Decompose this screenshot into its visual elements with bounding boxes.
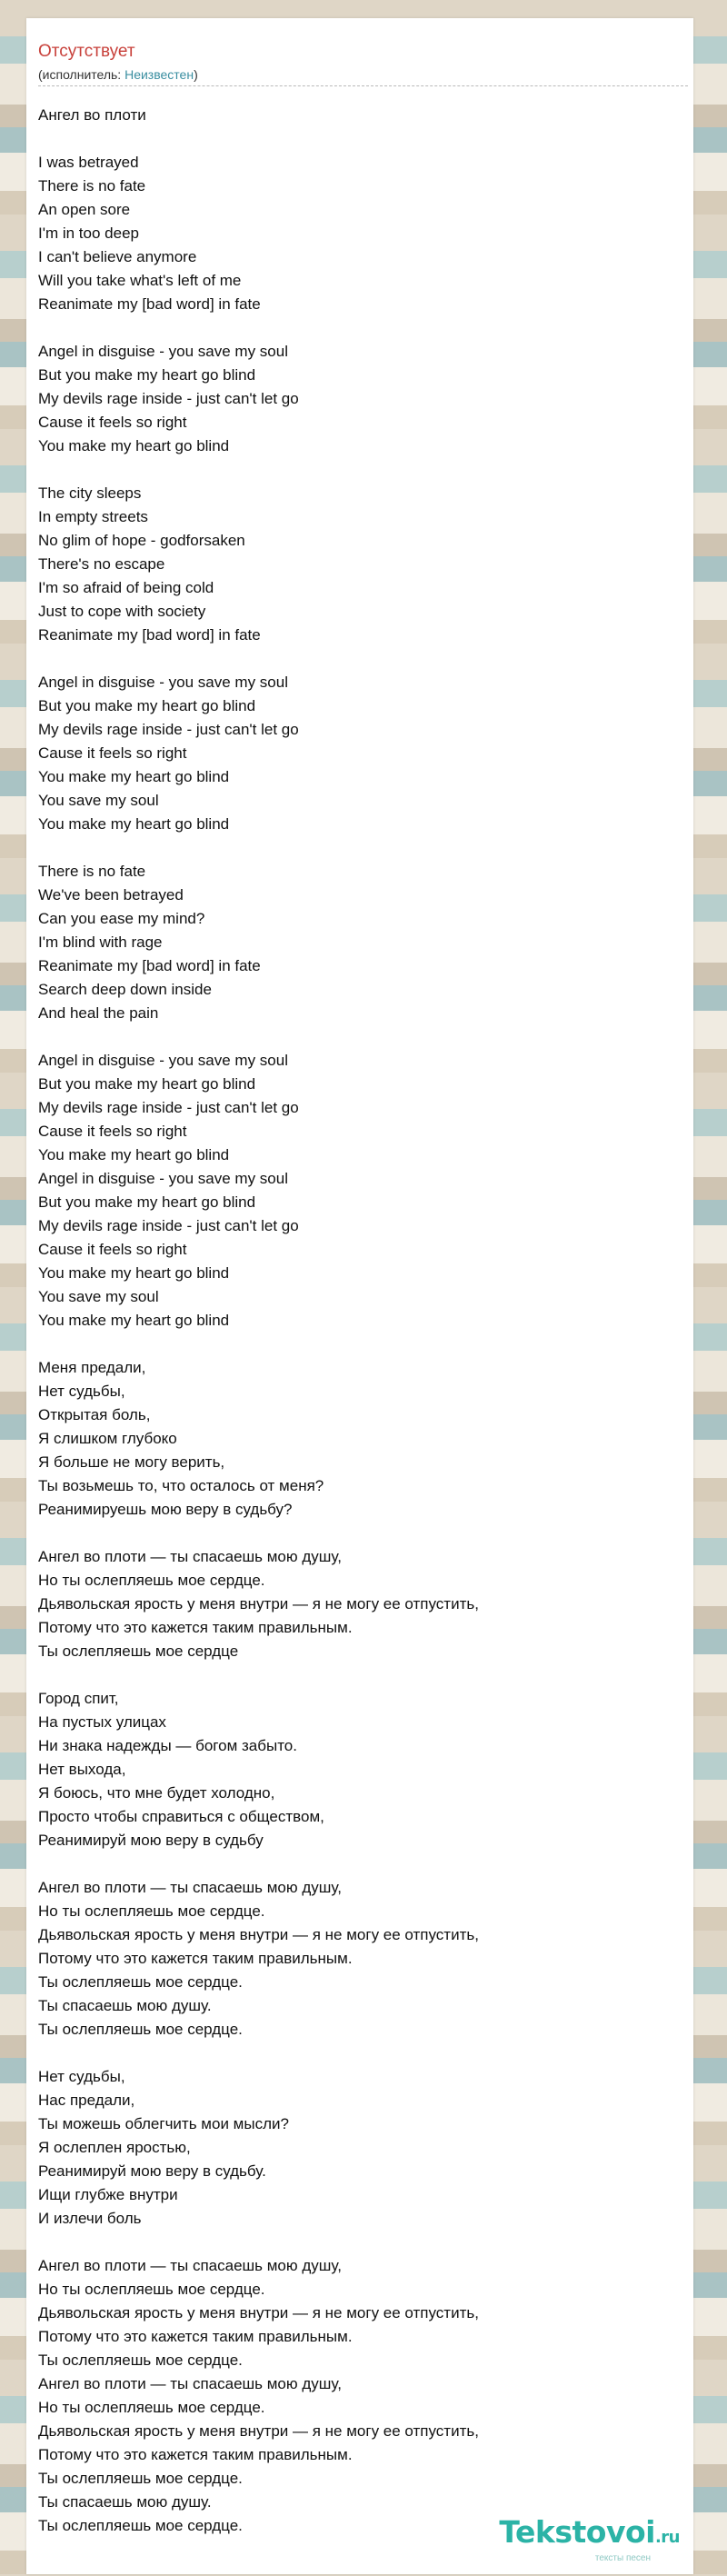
lyrics-line: There's no escape bbox=[38, 555, 165, 573]
lyrics-line: You make my heart go blind bbox=[38, 1312, 230, 1329]
lyrics-line: Ты ослепляешь мое сердце. bbox=[38, 2021, 243, 2038]
artist-prefix: (исполнитель: bbox=[38, 67, 125, 82]
lyrics-text bbox=[38, 104, 686, 2561]
lyrics-line: Дьявольская ярость у меня внутри — я не могу ее отпустить, bbox=[38, 1926, 479, 1943]
lyrics-line: My devils rage inside - just can't let go bbox=[38, 390, 299, 407]
logo-wordmark bbox=[499, 2514, 680, 2553]
lyrics-line: Ты можешь облегчить мои мысли? bbox=[38, 2115, 289, 2132]
lyrics-line: In empty streets bbox=[38, 508, 148, 525]
lyrics-line: Меня предали, bbox=[38, 1359, 146, 1376]
lyrics-line: Дьявольская ярость у меня внутри — я не могу ее отпустить, bbox=[38, 2422, 479, 2440]
lyrics-line: I'm blind with rage bbox=[38, 934, 163, 951]
lyrics-line: You save my soul bbox=[38, 792, 159, 809]
lyrics-line: You make my heart go blind bbox=[38, 815, 230, 833]
lyrics-line: But you make my heart go blind bbox=[38, 1075, 256, 1093]
lyrics-line: The city sleeps bbox=[38, 484, 142, 502]
lyrics-line: Just to cope with society bbox=[38, 603, 206, 620]
lyrics-line: Cause it feels so right bbox=[38, 1123, 187, 1140]
lyrics-line: You make my heart go blind bbox=[38, 437, 230, 454]
lyrics-line: Angel in disguise - you save my soul bbox=[38, 343, 288, 360]
artist-line bbox=[38, 66, 198, 83]
lyrics-line: Но ты ослепляешь мое сердце. bbox=[38, 2281, 265, 2298]
lyrics-line: My devils rage inside - just can't let go bbox=[38, 721, 299, 738]
lyrics-stanza bbox=[38, 2065, 686, 2231]
lyrics-line: Ангел во плоти — ты спасаешь мою душу, bbox=[38, 1879, 342, 1896]
lyrics-line: Реанимируй мою веру в судьбу. bbox=[38, 2162, 266, 2180]
artist-suffix: ) bbox=[194, 67, 198, 82]
lyrics-line: Ни знака надежды — богом забыто. bbox=[38, 1737, 297, 1754]
lyrics-line: Angel in disguise - you save my soul bbox=[38, 1170, 288, 1187]
lyrics-line: Ангел во плоти — ты спасаешь мою душу, bbox=[38, 2257, 342, 2274]
lyrics-line: But you make my heart go blind bbox=[38, 697, 256, 714]
lyrics-line: На пустых улицах bbox=[38, 1713, 166, 1731]
lyrics-line: Потому что это кажется таким правильным. bbox=[38, 1619, 353, 1636]
lyrics-line: И излечи боль bbox=[38, 2210, 142, 2227]
lyrics-line: Can you ease my mind? bbox=[38, 910, 205, 927]
lyrics-line: And heal the pain bbox=[38, 1004, 159, 1022]
lyrics-line: Ты ослепляешь мое сердце. bbox=[38, 2470, 243, 2487]
lyrics-stanza bbox=[38, 860, 686, 1025]
lyrics-line: I can't believe anymore bbox=[38, 248, 197, 265]
lyrics-stanza bbox=[38, 1687, 686, 1852]
logo-tld: .ru bbox=[654, 2528, 680, 2547]
logo-name: Tekstovoi bbox=[499, 2514, 655, 2550]
title-divider bbox=[38, 85, 688, 86]
lyrics-line: My devils rage inside - just can't let go bbox=[38, 1217, 299, 1234]
lyrics-line: Angel in disguise - you save my soul bbox=[38, 1052, 288, 1069]
lyrics-line: Cause it feels so right bbox=[38, 1241, 187, 1258]
lyrics-line: Cause it feels so right bbox=[38, 744, 187, 762]
lyrics-line: An open sore bbox=[38, 201, 131, 218]
lyrics-line: Нас предали, bbox=[38, 2092, 135, 2109]
lyrics-line: Но ты ослепляешь мое сердце. bbox=[38, 2399, 265, 2416]
lyrics-stanza bbox=[38, 1876, 686, 2042]
lyrics-line: Просто чтобы справиться с обществом, bbox=[38, 1808, 324, 1825]
lyrics-line: Нет судьбы, bbox=[38, 1383, 125, 1400]
lyrics-stanza bbox=[38, 340, 686, 458]
lyrics-line: Reanimate my [bad word] in fate bbox=[38, 295, 261, 313]
lyrics-line: But you make my heart go blind bbox=[38, 1193, 256, 1211]
lyrics-stanza bbox=[38, 151, 686, 316]
lyrics-line: Ты ослепляешь мое сердце. bbox=[38, 2517, 243, 2534]
lyrics-line: Я боюсь, что мне будет холодно, bbox=[38, 1784, 275, 1802]
artist-link[interactable]: Неизвестен bbox=[124, 67, 194, 82]
lyrics-line: I'm in too deep bbox=[38, 225, 139, 242]
lyrics-line: My devils rage inside - just can't let go bbox=[38, 1099, 299, 1116]
lyrics-line: Но ты ослепляешь мое сердце. bbox=[38, 1902, 265, 1920]
lyrics-line: You make my heart go blind bbox=[38, 1146, 230, 1163]
lyrics-line: You make my heart go blind bbox=[38, 768, 230, 785]
lyrics-stanza bbox=[38, 104, 686, 127]
lyrics-line: Search deep down inside bbox=[38, 981, 212, 998]
lyrics-line: Реанимируешь мою веру в судьбу? bbox=[38, 1501, 293, 1518]
lyrics-line: You save my soul bbox=[38, 1288, 159, 1305]
lyrics-line: Ангел во плоти — ты спасаешь мою душу, bbox=[38, 1548, 342, 1565]
lyrics-line: Ты ослепляешь мое сердце. bbox=[38, 2351, 243, 2369]
lyrics-line: Ищи глубже внутри bbox=[38, 2186, 178, 2203]
lyrics-stanza bbox=[38, 482, 686, 647]
lyrics-line: Дьявольская ярость у меня внутри — я не могу ее отпустить, bbox=[38, 2304, 479, 2321]
lyrics-line: Дьявольская ярость у меня внутри — я не могу ее отпустить, bbox=[38, 1595, 479, 1612]
lyrics-line: There is no fate bbox=[38, 177, 146, 195]
lyrics-line: Ты спасаешь мою душу. bbox=[38, 1997, 212, 2014]
lyrics-stanza bbox=[38, 671, 686, 836]
lyrics-stanza bbox=[38, 1545, 686, 1663]
lyrics-line: Ангел во плоти bbox=[38, 106, 146, 124]
lyrics-line: Ангел во плоти — ты спасаешь мою душу, bbox=[38, 2375, 342, 2392]
lyrics-line: Открытая боль, bbox=[38, 1406, 151, 1423]
lyrics-line: Я слишком глубоко bbox=[38, 1430, 177, 1447]
lyrics-line: Но ты ослепляешь мое сердце. bbox=[38, 1572, 265, 1589]
lyrics-line: Я больше не могу верить, bbox=[38, 1453, 225, 1471]
lyrics-line: You make my heart go blind bbox=[38, 1264, 230, 1282]
lyrics-card bbox=[26, 18, 693, 2574]
lyrics-line: Cause it feels so right bbox=[38, 414, 187, 431]
lyrics-line: Reanimate my [bad word] in fate bbox=[38, 626, 261, 644]
lyrics-stanza bbox=[38, 1049, 686, 1333]
lyrics-stanza bbox=[38, 1356, 686, 1522]
lyrics-line: Ты ослепляешь мое сердце. bbox=[38, 1973, 243, 1991]
lyrics-line: Нет судьбы, bbox=[38, 2068, 125, 2085]
lyrics-line: Потому что это кажется таким правильным. bbox=[38, 2446, 353, 2463]
lyrics-line: Я ослеплен яростью, bbox=[38, 2139, 191, 2156]
lyrics-line: Reanimate my [bad word] in fate bbox=[38, 957, 261, 974]
lyrics-line: Ты спасаешь мою душу. bbox=[38, 2493, 212, 2511]
lyrics-line: Will you take what's left of me bbox=[38, 272, 242, 289]
lyrics-line: No glim of hope - godforsaken bbox=[38, 532, 245, 549]
lyrics-line: I'm so afraid of being cold bbox=[38, 579, 214, 596]
lyrics-line: Реанимируй мою веру в судьбу bbox=[38, 1832, 264, 1849]
lyrics-line: Потому что это кажется таким правильным. bbox=[38, 2328, 353, 2345]
song-title: Отсутствует bbox=[38, 42, 135, 61]
site-logo[interactable] bbox=[499, 2514, 680, 2563]
lyrics-line: Ты возьмешь то, что осталось от меня? bbox=[38, 1477, 324, 1494]
lyrics-line: Angel in disguise - you save my soul bbox=[38, 674, 288, 691]
logo-tagline: тексты песен bbox=[594, 2553, 651, 2563]
lyrics-line: I was betrayed bbox=[38, 154, 139, 171]
lyrics-line: But you make my heart go blind bbox=[38, 366, 256, 384]
lyrics-line: Нет выхода, bbox=[38, 1761, 126, 1778]
lyrics-line: We've been betrayed bbox=[38, 886, 184, 904]
lyrics-line: There is no fate bbox=[38, 863, 146, 880]
lyrics-line: Потому что это кажется таким правильным. bbox=[38, 1950, 353, 1967]
lyrics-line: Город спит, bbox=[38, 1690, 119, 1707]
lyrics-line: Ты ослепляешь мое сердце bbox=[38, 1642, 239, 1660]
lyrics-stanza bbox=[38, 2254, 686, 2538]
